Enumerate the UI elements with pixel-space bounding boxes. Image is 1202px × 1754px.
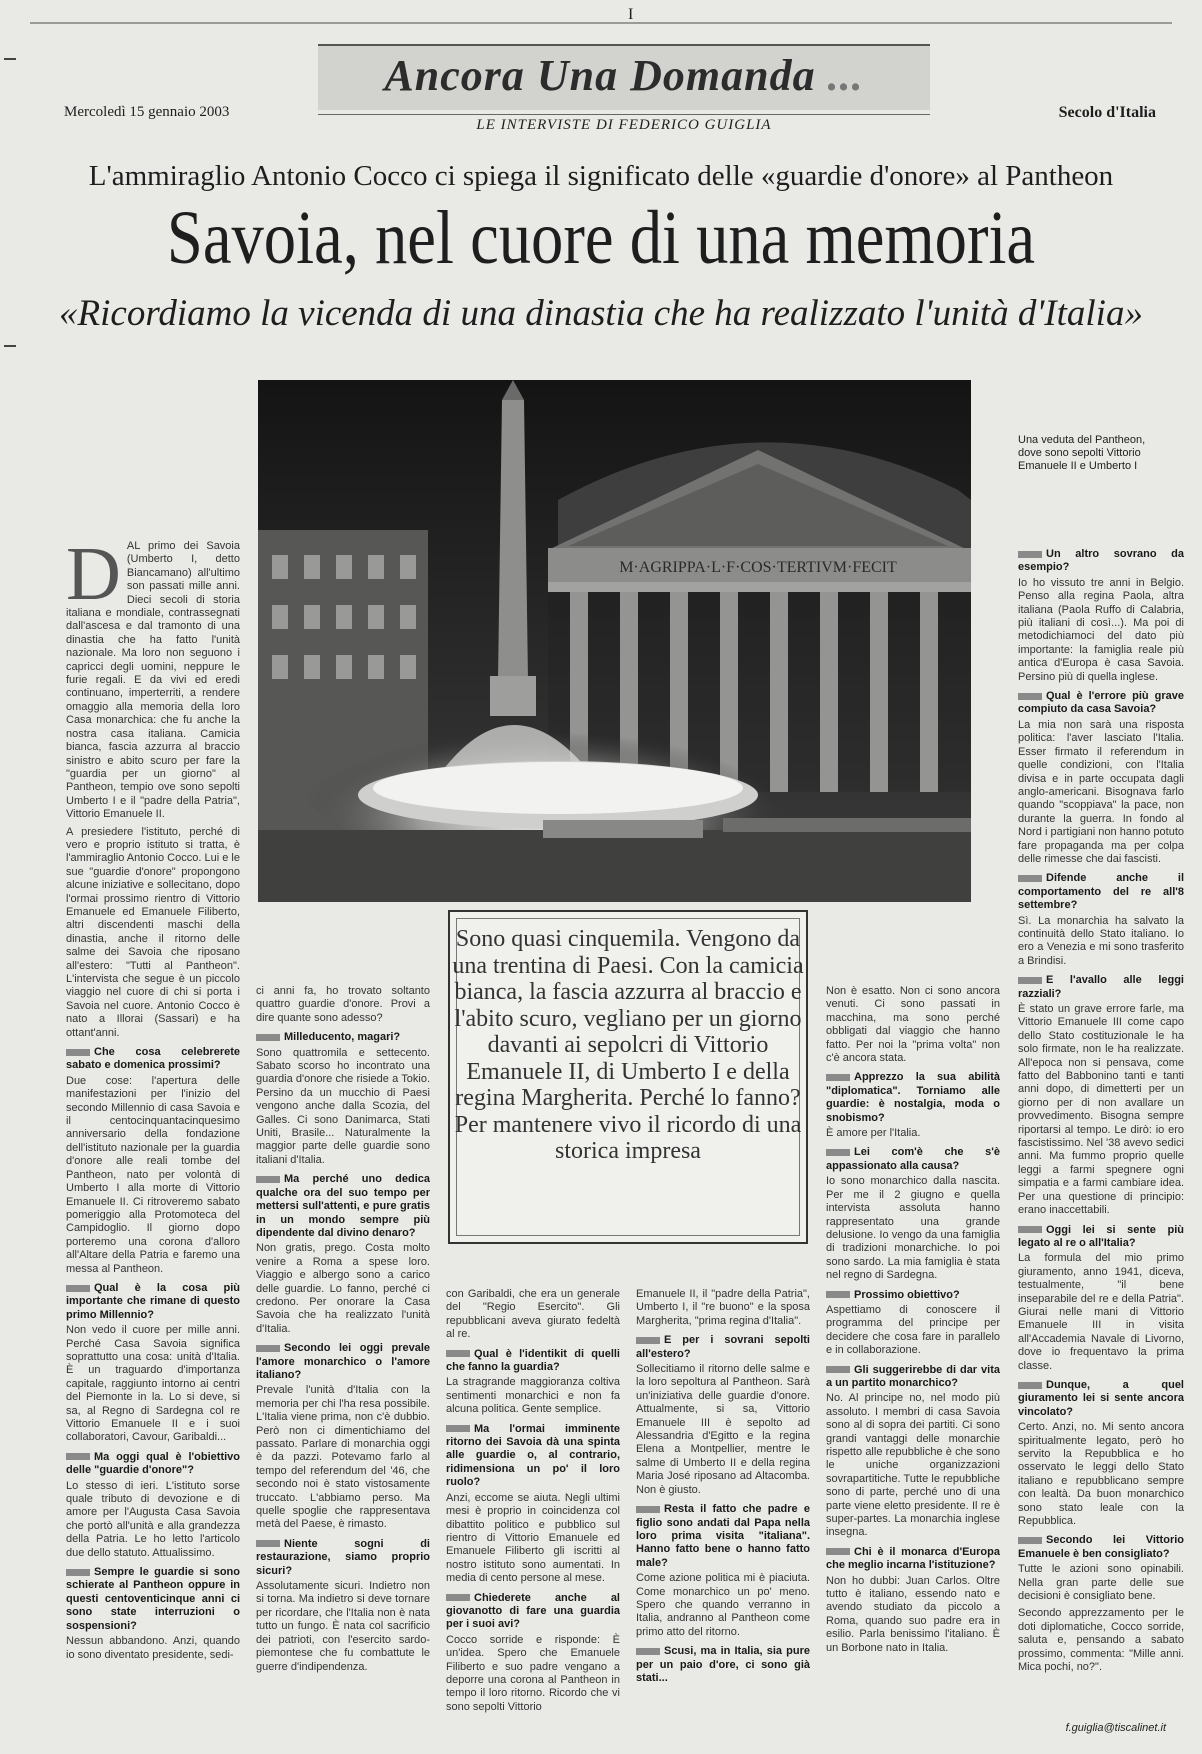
answer: Prevale l'unità d'Italia con la memoria per chi l'ha resa possibile. L'Italia viene prima, non c'è dubbio. Però non ci dimentichiamo del passato. Parlare di monarchia oggi è da pazzi. Potevamo farlo al tempo del referendum del '46, che secondo noi è stato vistosamente truccato. L'abbiamo perso. Ma quelle spoglie che rappresentava metà del Paese, è rimasto. xyxy=(256,1384,430,1531)
column-5 xyxy=(826,985,1000,1720)
answer: Nessun abbandono. Anzi, quando io sono diventato presidente, sedi- xyxy=(66,1635,240,1661)
pull-quote-text: Sono quasi cinquemila. Vengono da una trentina di Paesi. Con la camicia bianca, la fascia azzurra al braccio e l'abito scuro, vegliano per un giorno davanti ai sepolcri di Vittorio Emanuele II, di Umberto I e della regina Margherita. Perché lo fanno? Per mantenere vivo il ricordo di una storica impresa xyxy=(452,926,804,1164)
question: Ma perché uno dedica qualche ora del suo tempo per mettersi sull'attenti, e pure gratis in un mondo sempre più dipendente dal divino denaro? xyxy=(256,1173,430,1239)
answer: Sollecitiamo il ritorno delle salme e la loro sepoltura al Pantheon. Sarà un'iniziativa delle guardie d'onore. Attualmente, si sa, Vittorio Emanuele III è sepolto ad Alessandria d'Egitto e la regina Elena a Montpellier, mentre le salme di Umberto II e della regina Maria José riposano ad Altacomba. Non è giusto. xyxy=(636,1363,810,1496)
answer: La stragrande maggioranza coltiva sentimenti monarchici e non fa alcuna politica. Gente semplice. xyxy=(446,1376,620,1416)
question: Secondo lei oggi prevale l'amore monarchico o l'amore italiano? xyxy=(256,1342,430,1381)
answer: La mia non sarà una risposta politica: l'aver lasciato l'Italia. Esser firmato il referendum in quelle condizioni, con l'Italia divisa e in parte occupata dagli anglo-americani. Bisognava farlo quando "scoppiava" la pace, non durante la guerra. In fondo al Nord i partigiani non hanno potuto fare propaganda ma per colpa delle rimesse che dai fascisti. xyxy=(1018,718,1184,865)
photo-caption: Una veduta del Pantheon, dove sono sepolti Vittorio Emanuele II e Umberto I xyxy=(1018,434,1146,472)
answer: Lo stesso di ieri. L'istituto sorse quale tributo di devozione e di amore per l'Augusta Casa Savoia che portò all'unità e alla grandezza della Patria. Le ho letto l'articolo due dello statuto. Attualissimo. xyxy=(66,1479,240,1559)
question: Dunque, a quel giuramento lei si sente ancora vincolato? xyxy=(1018,1378,1184,1418)
answer: La formula del mio primo giuramento, anno 1941, diceva, testualmente, "il bene inseparabile del re e della Patria". Giurai nelle mani di Vittorio Emanuele III in visita all'Accademia Navale di Livorno, dove io frequentavo la prima classe. xyxy=(1018,1252,1184,1372)
answer: Emanuele II, il "padre della Patria", Umberto I, il "re buono" e la sposa Margherita, "prima regina d'Italia". xyxy=(636,1288,810,1327)
answer: Non gratis, prego. Costa molto venire a Roma a spese loro. Viaggio e albergo sono a carico delle guardie. Lo fanno, perché ci credono. Per onorare la Casa Savoia che ha realizzato l'unità d'Italia. xyxy=(256,1242,430,1335)
answer: Due cose: l'apertura delle manifestazioni per l'inizio del secondo Millennio di casa Savoia e il centocinquantacinquesimo anniversario della fondazione dell'istituto nazionale per la guardia d'onore alle reali tombe del Pantheon, nato per volontà di Umberto I alla morte di Vittorio Emanuele II. Ci ritroveremo sabato pomeriggio alla Protomoteca del Campidoglio. Il giorno dopo porteremo una corona d'alloro all'Altare della Patria e faremo una messa al Pantheon. xyxy=(66,1074,240,1275)
answer: Sono quattromila e settecento. Sabato scorso ho incontrato una guardia d'onore che risiede a Tokio. Persino da un mucchio di Paesi vengono anche dalla Scozia, del Galles. Ci sono Danimarca, Stati Uniti, Brasile... Naturalmente la maggior parte delle guardie sono italiani d'Italia. xyxy=(256,1046,430,1166)
margin-mark xyxy=(4,345,16,347)
column-6 xyxy=(1018,542,1184,1714)
masthead-title: Ancora Una Domanda ... xyxy=(384,51,864,100)
answer: Non vedo il cuore per mille anni. Perché Casa Savoia significa soprattutto una cosa: unità d'Italia. È un traguardo d'importanza capitale, raggiunto intorno ai centri del Piemonte in la. Lo si deve, si sa, al Regno di Sardegna col re Vittorio Emanuele II e i suoi collaboratori, Cavour, Garibaldi... xyxy=(66,1324,240,1444)
issue-date: Mercoledì 15 gennaio 2003 xyxy=(64,104,230,120)
question: Niente sogni di restaurazione, siamo proprio sicuri? xyxy=(256,1537,430,1577)
question: Ma l'ormai imminente ritorno dei Savoia dà una spinta alle guardie o, al contrario, ridimensiona un po' il loro ruolo? xyxy=(446,1422,620,1489)
answer: Certo. Anzi, no. Mi sento ancora spiritualmente legato, però ho servito la Repubblica e ho osservato le leggi dello Stato italiano e repubblicano sempre con lealtà. Da buon monarchico sono stato leale con la Repubblica. xyxy=(1018,1421,1184,1528)
answer: ci anni fa, ho trovato soltanto quattro guardie d'onore. Provi a dire quante sono adesso? xyxy=(256,985,430,1024)
paragraph: A presiedere l'istituto, perché di vero e proprio istituto si tratta, è l'ammiraglio Antonio Cocco. Lui e le sue "guardie d'onore" propongono alcune iniziative e sollecitano, dopo l'ormai prossimo rientro di Vittorio Emanuele ed Emanuele Filiberto, altri discendenti maschi della dinastia, anche il ritorno delle salme dei Savoia che riposano all'estero: "Tutti al Pantheon". L'intervista che segue è un piccolo viaggio nel cuore di chi si porta i Savoia nel cuore. Antonio Cocco è nato a Illorai (Sassari) e ha ottant'anni. xyxy=(66,825,240,1039)
answer: Cocco sorride e risponde: È un'idea. Spero che Emanuele Filiberto e suo padre vengano a deporre una corona al Pantheon in tempo il loro ritorno. Ricordo che vi sono sepolti Vittorio xyxy=(446,1633,620,1713)
column-1 xyxy=(66,540,240,1720)
kicker: L'ammiraglio Antonio Cocco ci spiega il significato delle «guardie d'onore» al Pantheon xyxy=(88,160,1114,192)
answer: Non è esatto. Non ci sono ancora venuti. Ci sono passati in macchina, ma sono perché obbligati dal viaggio che hanno fatto. Per noi la "prima volta" non c'è ancora stata. xyxy=(826,985,1000,1065)
question: Scusi, ma in Italia, sia pure per un paio d'ore, ci sono già stati... xyxy=(636,1645,810,1684)
question: Gli suggerirebbe di dar vita a un partito monarchico? xyxy=(826,1363,1000,1389)
answer: con Garibaldi, che era un generale del "Regio Esercito". Gli repubblicani aveva giurato fedeltà al re. xyxy=(446,1288,620,1341)
answer: No. Al principe no, nel modo più assoluto. I membri di casa Savoia sono al di sopra dei partiti. Ci sono grandi vantaggi delle monarchie rispetto alle repubbliche è che sono le uniche organizzazioni sovrapartitiche. Tutte le repubbliche sono di parte, perché uno di una parte viene eletto presidente. Il re è super-partes. La monarchia inglese insegna. xyxy=(826,1392,1000,1539)
question: E l'avallo alle leggi razziali? xyxy=(1018,974,1184,1000)
question: Ma oggi qual è l'obiettivo delle "guardie d'onore"? xyxy=(66,1450,240,1477)
question: Che cosa celebrerete sabato e domenica prossimi? xyxy=(66,1046,240,1072)
answer: Tutte le azioni sono opinabili. Nella gran parte delle sue decisioni è consigliato bene. xyxy=(1018,1563,1184,1603)
answer: Sì. La monarchia ha salvato la continuità dello Stato italiano. Io ero a Venezia e mi sono trasferito a Brindisi. xyxy=(1018,914,1184,967)
answer: Secondo apprezzamento per le doti diplomatiche, Cocco sorride, saluta e, pensando a sabato prossimo, commenta: "Mille anni. Mica pochi, no?". xyxy=(1018,1607,1184,1674)
margin-mark xyxy=(4,58,16,60)
dropcap: D xyxy=(66,540,121,616)
question: Secondo lei Vittorio Emanuele è ben consigliato? xyxy=(1018,1534,1184,1560)
question: Milleducento, magari? xyxy=(256,1031,430,1044)
page-number: I xyxy=(628,6,634,23)
question: Resta il fatto che padre e figlio sono andati dal Papa nella loro prima visita "italiana". Hanno fatto bene o hanno fatto male? xyxy=(636,1503,810,1569)
question: Prossimo obiettivo? xyxy=(826,1289,1000,1302)
answer: Assolutamente sicuri. Indietro non si torna. Ma indietro si deve tornare per ricordare, che l'Italia non è nata tutto un fungo. È nata col sacrificio dei patrioti, con l'esercito sardo-piemontese che fu combattute le guerre d'indipendenza. xyxy=(256,1580,430,1673)
question: Oggi lei si sente più legato al re o all'Italia? xyxy=(1018,1223,1184,1249)
question: Qual è l'identikit di quelli che fanno la guardia? xyxy=(446,1347,620,1374)
pull-quote-box xyxy=(448,910,808,1244)
intro-paragraph: DAL primo dei Savoia (Umberto I, detto Biancamano) all'ultimo son passati mille anni. Dieci secoli di storia italiana e mondiale, contrassegnati dall'ascesa e dal tramonto di una dinastia che ha fatto l'unità nazionale. Ma loro non seguono i capricci degli uomini, neppure le furie regali. E da vivi ed eredi continuano, imperterriti, a rendere omaggio alla memoria della loro Casa monarchica: che fu anche la nostra casa italiana. Camicia bianca, fascia azzurra al braccio sinistro e abito scuro per fare la "guardia per un giorno" al Pantheon, tempio ove sono sepolti Umberto I e il "padre della Patria", Vittorio Emanuele II. xyxy=(66,540,240,821)
question: Chiederete anche al giovanotto di fare una guardia per i suoi avi? xyxy=(446,1591,620,1631)
answer: Io sono monarchico dalla nascita. Per me il 2 giugno e quella intervista assoluta hanno rappresentato una grande delusione. Io vengo da una famiglia di tradizioni monarchiche. Io poi sono sardo. La mia famiglia è stata nel regno di Sardegna. xyxy=(826,1175,1000,1282)
answer: È stato un grave errore farle, ma Vittorio Emanuele III come capo dello Stato costituzionale le ha solo firmate, non le ha realizzate. All'epoca non si pensava, come fatto del Babbonino tanti e tanti anni dopo, di dimetterti per un giorno per di non avallare un provvedimento. Bisogna sempre riportarsi al tempo. Le dirò: io ero fascistissimo. Nel '38 avevo sedici anni. Ma fummo proprio quelle leggi a farmi spegnere ogni simpatia e a farmi cambiare idea. Per una questione di principio: erano inaccettabili. xyxy=(1018,1003,1184,1217)
answer: Anzi, eccome se aiuta. Negli ultimi mesi è proprio in coincidenza col dibattito politico e pubblico sul rientro di Vittorio Emanuele ed Emanuele Filiberto gli iscritti al nostro istituto sono aumentati. In media di cento persone al mese. xyxy=(446,1491,620,1585)
answer: Non ho dubbi: Juan Carlos. Oltre tutto è italiano, essendo nato e avendo studiato da piccolo a Roma, quando suo padre era in esilio. Parla benissimo l'italiano. È un Borbone nato in Italia. xyxy=(826,1574,1000,1654)
deck: «Ricordiamo la vicenda di una dinastia che ha realizzato l'unità d'Italia» xyxy=(59,293,1143,334)
question: Sempre le guardie si sono schierate al Pantheon oppure in questi centoventicinque anni ci sono state interruzioni o sospensioni? xyxy=(66,1566,240,1632)
author-email: f.guiglia@tiscalinet.it xyxy=(1065,1722,1166,1734)
answer: È amore per l'Italia. xyxy=(826,1127,921,1140)
top-rule xyxy=(30,22,1172,24)
question: Apprezzo la sua abilità "diplomatica". Torniamo alle guardie: è nostalgia, moda o snobismo? xyxy=(826,1071,1000,1124)
column-4 xyxy=(636,1288,810,1720)
question: Un altro sovrano da esempio? xyxy=(1018,548,1184,574)
question: Qual è l'errore più grave compiuto da casa Savoia? xyxy=(1018,690,1184,716)
question: Lei com'è che s'è appassionato alla causa? xyxy=(826,1146,1000,1172)
masthead-subtitle: LE INTERVISTE DI FEDERICO GUIGLIA xyxy=(318,114,930,134)
answer: Aspettiamo di conoscere il programma del principe per decidere che cosa fare in parallelo e in collaborazione. xyxy=(826,1303,1000,1357)
newspaper-name: Secolo d'Italia xyxy=(1058,104,1156,121)
question: Chi è il monarca d'Europa che meglio incarna l'istituzione? xyxy=(826,1545,1000,1572)
pantheon-photo xyxy=(258,380,971,902)
pantheon-inscription: M·AGRIPPA·L·F·COS·TERTIVM·FECIT xyxy=(619,559,897,576)
masthead-banner xyxy=(318,44,930,110)
column-3 xyxy=(446,1288,620,1720)
question: Difende anche il comportamento del re all'8 settembre? xyxy=(1018,872,1184,912)
pantheon-illustration xyxy=(258,380,971,902)
question: Qual è la cosa più importante che rimane di questo primo Millennio? xyxy=(66,1281,240,1321)
question: E per i sovrani sepolti all'estero? xyxy=(636,1334,810,1360)
headline: Savoia, nel cuore di una memoria xyxy=(166,196,1036,280)
column-2 xyxy=(256,985,430,1720)
answer: Come azione politica mi è piaciuta. Come monarchico un po' meno. Spero che quando verranno in Italia, andranno al Pantheon come primo atto del ritorno. xyxy=(636,1572,810,1638)
answer: Io ho vissuto tre anni in Belgio. Penso alla regina Paola, altra italiana (Paola Ruffo di Calabria, più italiani di così...). Ma poi di metodichiamoci del dato più importante: la famiglia reale più antica d'Europa è casa Savoia. Persino più di quella inglese. xyxy=(1018,576,1184,683)
